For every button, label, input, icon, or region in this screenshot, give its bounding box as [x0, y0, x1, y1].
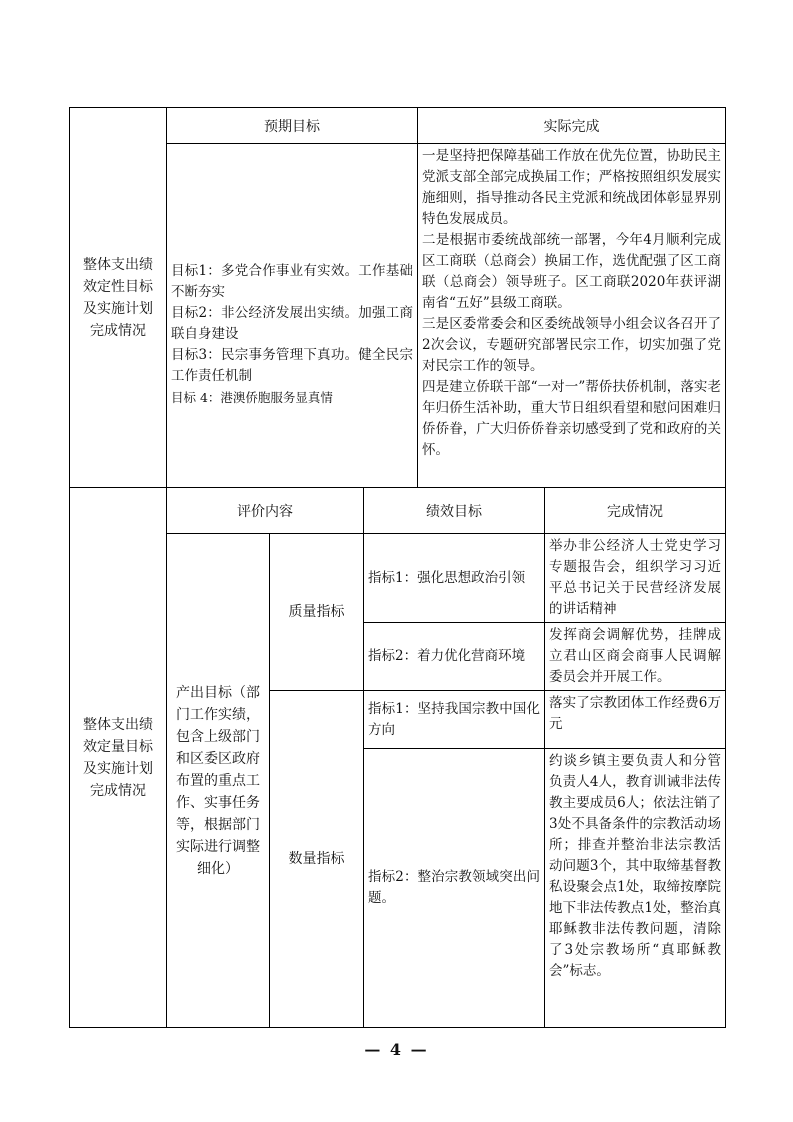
- actual-completion-cell: [418, 144, 726, 488]
- goal-2: 目标2：非公经济发展出实绩。加强工商联自身建设: [171, 305, 413, 342]
- quantity-indicator-label: 数量指标: [270, 691, 364, 1028]
- quantity-done-2: 约谈乡镇主要负责人和分管负责人4人，教育训诫非法传教主要成员6人；依法注销了3处不具备条件的宗教活动场所；排查并整治非法宗教活动问题3个，其中取缔基督教私设聚会点1处，取缔按摩院地下非法传教点1处，整治真耶稣教非法传教问题，清除了3处宗教场所“真耶稣教会”标志。: [545, 749, 726, 1028]
- expected-goal-header: 预期目标: [167, 108, 418, 144]
- page-number: — 4 —: [364, 1040, 429, 1059]
- quality-done-2: 发挥商会调解优势，挂牌成立君山区商会商事人民调解委员会并开展工作。: [545, 623, 726, 691]
- quality-target-1: 指标1：强化思想政治引领: [364, 534, 545, 623]
- qualitative-row-label: 整体支出绩效定性目标及实施计划完成情况: [70, 108, 167, 488]
- expected-goals-cell: [167, 144, 418, 488]
- actual-1: 一是坚持把保障基础工作放在优先位置，协助民主党派支部全部完成换届工作；严格按照组织发展实施细则，指导推动各民主党派和统战团体彰显界别特色发展成员。: [422, 148, 721, 227]
- evaluation-content-header: 评价内容: [167, 488, 364, 534]
- quantitative-row-label: 整体支出绩效定量目标及实施计划完成情况: [70, 488, 167, 1028]
- actual-3: 三是区委常委会和区委统战领导小组会议各召开了2次会议，专题研究部署民宗工作，切实加强了党对民宗工作的领导。: [422, 316, 721, 374]
- quantity-done-1: 落实了宗教团体工作经费6万元: [545, 691, 726, 749]
- quantity-target-1: 指标1：坚持我国宗教中国化方向: [364, 691, 545, 749]
- output-target-label: 产出目标（部门工作实绩，包含上级部门和区委区政府布置的重点工作、实事任务等，根据部门实际进行调整细化）: [167, 534, 270, 1028]
- goal-4: 目标 4：港澳侨胞服务显真情: [171, 390, 333, 405]
- quality-indicator-label: 质量指标: [270, 534, 364, 691]
- quantitative-table: [69, 487, 726, 1028]
- goal-3: 目标3：民宗事务管理下真功。健全民宗工作责任机制: [171, 347, 413, 384]
- performance-target-header: 绩效目标: [364, 488, 545, 534]
- actual-4: 四是建立侨联干部“一对一”帮侨扶侨机制，落实老年归侨生活补助，重大节日组织看望和慰问困难归侨侨眷，广大归侨侨眷亲切感受到了党和政府的关怀。: [422, 379, 721, 458]
- quantity-target-2: 指标2：整治宗教领域突出问题。: [364, 749, 545, 1028]
- quality-done-1: 举办非公经济人士党史学习专题报告会，组织学习习近平总书记关于民营经济发展的讲话精神: [545, 534, 726, 623]
- qualitative-table: [69, 107, 726, 488]
- quality-target-2: 指标2：着力优化营商环境: [364, 623, 545, 691]
- actual-2: 二是根据市委统战部统一部署，今年4月顺利完成区工商联（总商会）换届工作，选优配强了区工商联（总商会）领导班子。区工商联2020年获评湖南省“五好”县级工商联。: [422, 232, 721, 311]
- actual-completion-header: 实际完成: [418, 108, 726, 144]
- goal-1: 目标1：多党合作事业有实效。工作基础不断夯实: [171, 263, 413, 300]
- completion-status-header: 完成情况: [545, 488, 726, 534]
